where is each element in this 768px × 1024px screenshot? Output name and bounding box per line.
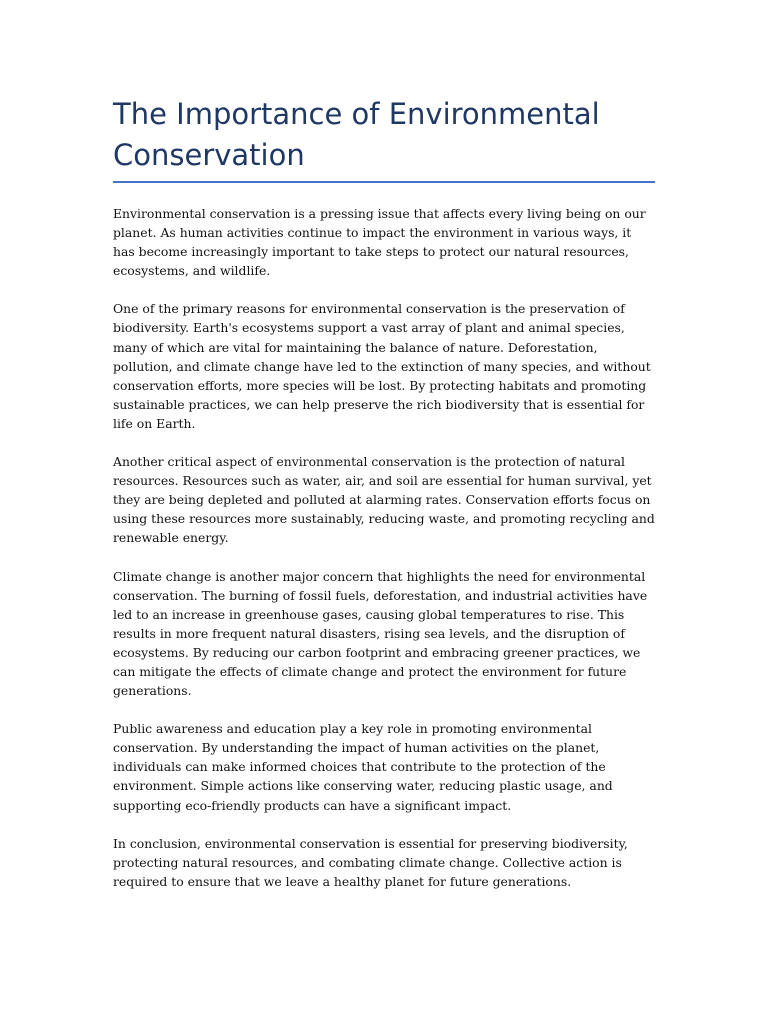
paragraph-natural-resources: Another critical aspect of environmental conservation is the protection of natural resources. Resources such as water, air, and soil are essential for human survival, yet they are being depleted and polluted at alarming rates. Conservation efforts focus on using these resources more sustainably, reducing waste, and promoting recycling and renewable energy. xyxy=(113,454,655,546)
paragraph-climate-change: Climate change is another major concern that highlights the need for environmental conservation. The burning of fossil fuels, deforestation, and industrial activities have led to an increase in greenhouse gases, causing global temperatures to rise. This results in more frequent natural disasters, rising sea levels, and the disruption of ecosystems. By reducing our carbon footprint and embracing greener practices, we can mitigate the effects of climate change and protect the environment for future generations. xyxy=(113,568,648,699)
paragraph-intro: Environmental conservation is a pressing issue that affects every living being on our planet. As human activities continue to impact the environment in various ways, it has become increasingly important to take steps to protect our natural resources, ecosystems, and wildlife. xyxy=(113,206,646,279)
document-body xyxy=(113,204,655,891)
title-underline-rule xyxy=(113,181,655,183)
paragraph-biodiversity: One of the primary reasons for environmental conservation is the preservation of biodiversity. Earth's ecosystems support a vast array of plant and animal species, many of which are vital for maintaining the balance of nature. Deforestation, pollution, and climate change have led to the extinction of many species, and without conservation efforts, more species will be lost. By protecting habitats and promoting sustainable practices, we can help preserve the rich biodiversity that is essential for life on Earth. xyxy=(113,301,651,431)
paragraph-public-awareness: Public awareness and education play a key role in promoting environmental conservation. By understanding the impact of human activities on the planet, individuals can make informed choices that contribute to the protection of the environment. Simple actions like conserving water, reducing plastic usage, and supporting eco-friendly products can have a significant impact. xyxy=(113,721,613,813)
paragraph-conclusion: In conclusion, environmental conservation is essential for preserving biodiversity, protecting natural resources, and combating climate change. Collective action is required to ensure that we leave a healthy planet for future generations. xyxy=(113,835,628,889)
document-title: The Importance of Environmental Conservation xyxy=(113,97,600,172)
